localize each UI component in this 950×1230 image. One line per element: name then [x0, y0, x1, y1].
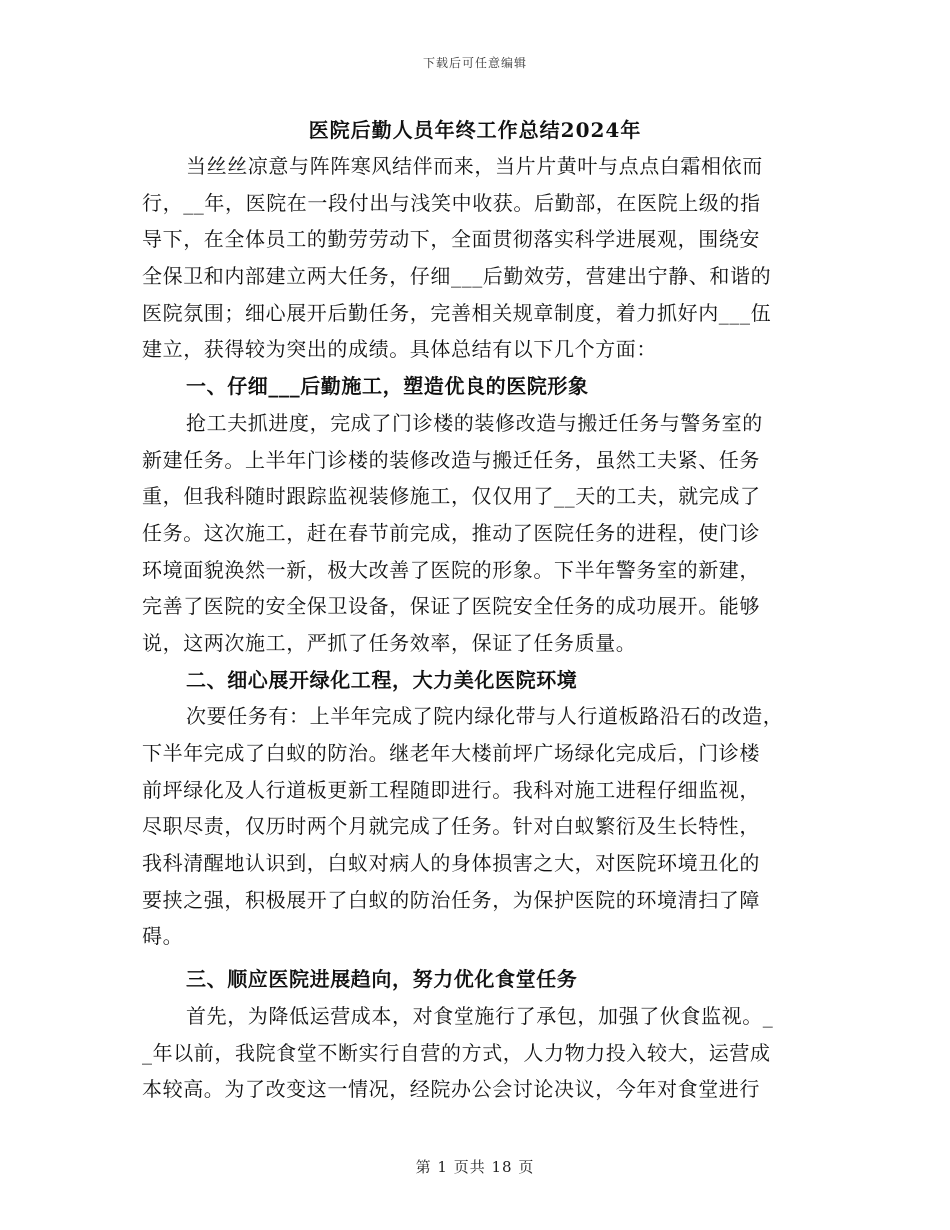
- document-title: 医院后勤人员年终工作总结2024年: [308, 118, 642, 142]
- body-line: 下半年完成了白蚁的防治。继老年大楼前坪广场绿化完成后，门诊楼: [142, 741, 760, 765]
- body-line: 建立，获得较为突出的成绩。具体总结有以下几个方面：: [142, 337, 657, 362]
- body-line: 碍。: [142, 924, 184, 949]
- document-body: [142, 148, 812, 1108]
- section-heading-3: 三、顺应医院进展趋向，努力优化食堂任务: [186, 967, 578, 992]
- body-line: 环境面貌涣然一新，极大改善了医院的形象。下半年警务室的新建，: [142, 557, 760, 582]
- body-line: 要挟之强，积极展开了白蚁的防治任务，为保护医院的环境清扫了障: [142, 887, 760, 912]
- body-line: 我科清醒地认识到，白蚁对病人的身体损害之大，对医院环境丑化的: [142, 851, 760, 876]
- body-line: 抢工夫抓进度，完成了门诊楼的装修改造与搬迁任务与警务室的: [186, 410, 763, 435]
- body-line: 本较高。为了改变这一情况，经院办公会讨论决议，今年对食堂进行: [142, 1077, 760, 1102]
- body-line: 医院氛围；细心展开后勤任务，完善相关规章制度，着力抓好内___伍: [142, 300, 772, 325]
- body-line: 重，但我科随时跟踪监视装修施工，仅仅用了__天的工夫，就完成了: [142, 484, 761, 509]
- body-line: 任务。这次施工，赶在春节前完成，推动了医院任务的进程，使门诊: [142, 520, 760, 545]
- page-footer: 第 1 页共 18 页: [415, 1158, 535, 1176]
- body-line: 次要任务有：上半年完成了院内绿化带与人行道板路沿石的改造，: [186, 704, 784, 729]
- body-line: 新建任务。上半年门诊楼的装修改造与搬迁任务，虽然工夫紧、任务: [142, 447, 760, 472]
- header-note: 下载后可任意编辑: [422, 56, 527, 70]
- section-heading-2: 二、细心展开绿化工程，大力美化医院环境: [186, 667, 578, 692]
- body-line: _年以前，我院食堂不断实行自营的方式，人力物力投入较大，运营成: [142, 1040, 771, 1065]
- body-line: 前坪绿化及人行道板更新工程随即进行。我科对施工进程仔细监视，: [142, 777, 760, 802]
- body-line: 完善了医院的安全保卫设备，保证了医院安全任务的成功展开。能够: [142, 594, 760, 619]
- body-line: 导下，在全体员工的勤劳劳动下，全面贯彻落实科学进展观，围绕安: [142, 227, 760, 252]
- body-line: 首先，为降低运营成本，对食堂施行了承包，加强了伙食监视。_: [186, 1003, 774, 1028]
- body-line: 说，这两次施工，严抓了任务效率，保证了任务质量。: [142, 630, 637, 655]
- body-line: 当丝丝凉意与阵阵寒风结伴而来，当片片黄叶与点点白霜相依而: [186, 154, 763, 178]
- body-line: 行，__年，医院在一段付出与浅笑中收获。后勤部，在医院上级的指: [142, 190, 761, 215]
- section-heading-1: 一、仔细___后勤施工，塑造优良的医院形象: [186, 374, 589, 399]
- body-line: 全保卫和内部建立两大任务，仔细___后勤效劳，营建出宁静、和谐的: [142, 264, 772, 289]
- body-line: 尽职尽责，仅历时两个月就完成了任务。针对白蚁繁衍及生长特性，: [142, 814, 760, 839]
